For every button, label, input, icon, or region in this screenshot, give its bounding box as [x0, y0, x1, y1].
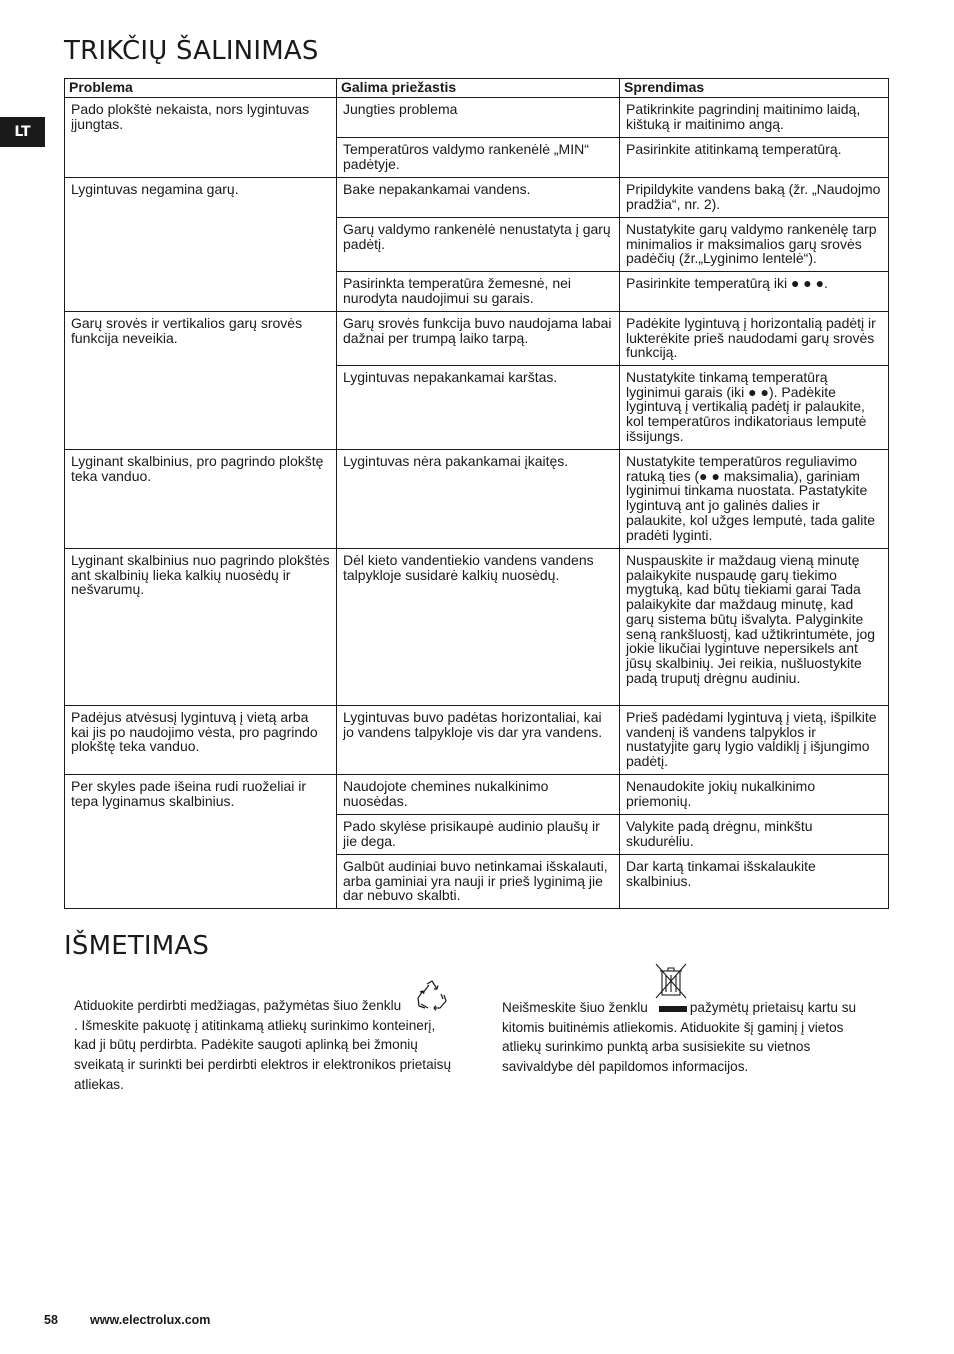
footer-url: www.electrolux.com — [90, 1313, 211, 1327]
table-row — [65, 450, 889, 549]
section-title-disposal: IŠMETIMAS — [64, 931, 210, 961]
weee-paragraph — [502, 998, 872, 1077]
header-cause: Galima priežastis — [337, 79, 620, 98]
table-row — [65, 549, 889, 706]
cause-cell: Garų srovės funkcija buvo naudojama labai dažnai per trumpą laiko tarpą. — [337, 312, 620, 366]
language-tab: LT — [0, 117, 45, 147]
crossed-out-bin-icon — [654, 962, 690, 1000]
weee-text-rest: pažymėtų prietaisų kartu su kitomis buitinėmis atliekomis. Atiduokite šį gaminį į vietos atliekų surinkimo punktą arba susisiekite su vietnos savivaldybe dėl papildomos informacijos. — [502, 1000, 857, 1075]
recycling-text: Atiduokite perdirbti medžiagas, pažymėtas šiuo ženklu — [74, 998, 402, 1013]
table-row — [65, 706, 889, 775]
problem-cell: Lygintuvas negamina garų. — [65, 178, 337, 312]
cause-cell: Dėl kieto vandentiekio vandens vandens talpykloje susidarė kalkių nuosėdų. — [337, 549, 620, 706]
problem-cell: Per skyles pade išeina rudi ruoželiai ir tepa lyginamus skalbinius. — [65, 775, 337, 909]
cause-cell: Lygintuvas nėra pakankamai įkaitęs. — [337, 450, 620, 549]
solution-cell: Nenaudokite jokių nukalkinimo priemonių. — [620, 775, 889, 815]
table-row — [65, 178, 889, 218]
solution-cell: Nustatykite tinkamą temperatūrą lyginimui garais (iki ● ●). Padėkite lygintuvą į vertikalią padėtį ir palaukite, kol temperatūros indikatoriaus lemputė išsijungs. — [620, 366, 889, 450]
problem-cell: Pado plokštė nekaista, nors lygintuvas įjungtas. — [65, 98, 337, 178]
solution-cell: Pasirinkite atitinkamą temperatūrą. — [620, 138, 889, 178]
solution-cell: Nustatykite temperatūros reguliavimo ratuką ties (● ● maksimalia), gariniam lyginimui tinkama nuostata. Pastatykite lygintuvą ant jo galinės dalies ir palaukite, kol užges lemputė, tada galite pradėti lyginti. — [620, 450, 889, 549]
solution-cell: Patikrinkite pagrindinį maitinimo laidą, kištuką ir maitinimo angą. — [620, 98, 889, 138]
cause-cell: Pado skylėse prisikaupė audinio plaušų ir jie dega. — [337, 815, 620, 855]
recycling-text-continued: . Išmeskite pakuotę į atitinkamą atliekų surinkimo konteinerį, kad ji būtų perdirbta. Padėkite saugoti aplinką bei žmonių sveikatą ir surinkti bei perdirbti elektros ir elektronikos prietaisų atliekas. — [74, 1017, 452, 1092]
cause-cell: Jungties problema — [337, 98, 620, 138]
recycling-paragraph — [74, 996, 458, 1095]
header-problem: Problema — [65, 79, 337, 98]
cause-cell: Galbūt audiniai buvo netinkamai išskalauti, arba gaminiai yra nauji ir prieš lyginimą jie dar nebuvo skalbti. — [337, 855, 620, 909]
header-solution: Sprendimas — [620, 79, 889, 98]
problem-cell: Lyginant skalbinius nuo pagrindo plokštės ant skalbinių lieka kalkių nuosėdų ir nešvarumų. — [65, 549, 337, 706]
solution-cell: Valykite padą drėgnu, minkštu skudurėliu. — [620, 815, 889, 855]
troubleshooting-table — [64, 78, 889, 909]
problem-cell: Padėjus atvėsusį lygintuvą į vietą arba kai jis po naudojimo vėsta, pro pagrindo plokštę teka vanduo. — [65, 706, 337, 775]
solution-cell: Padėkite lygintuvą į horizontalią padėtį ir lukterėkite prieš naudodami garų srovės funkciją. — [620, 312, 889, 366]
cause-cell: Bake nepakankamai vandens. — [337, 178, 620, 218]
solution-cell: Pripildykite vandens baką (žr. „Naudojmo pradžia“, nr. 2). — [620, 178, 889, 218]
table-row — [65, 312, 889, 366]
table-header-row — [65, 79, 889, 98]
cause-cell: Naudojote chemines nukalkinimo nuosėdas. — [337, 775, 620, 815]
cause-cell: Lygintuvas buvo padėtas horizontaliai, kai jo vandens talpykloje vis dar yra vandens. — [337, 706, 620, 775]
solution-cell: Nuspauskite ir maždaug vieną minutę palaikykite nuspaudę garų tiekimo mygtuką, kad būtų tiekiami garai Tada palaikykite dar maždaug minutę, kad garų sistema būtų išvalyta. Palyginkite seną rankšluostį, kad užtikrintumėte, jog jokie likučiai lygintuve nepersikels ant jūsų skalbinių. Jei reikia, nušluostykite padą truputį drėgnu audiniu. — [620, 549, 889, 706]
solution-cell: Dar kartą tinkamai išskalaukite skalbinius. — [620, 855, 889, 909]
cause-cell: Lygintuvas nepakankamai karštas. — [337, 366, 620, 450]
solution-cell: Prieš padėdami lygintuvą į vietą, išpilkite vandenį iš vandens talpyklos ir nustatyjite garų lygio valdiklį į išjungimo padėtį. — [620, 706, 889, 775]
solution-cell: Pasirinkite temperatūrą iki ● ● ●. — [620, 272, 889, 312]
problem-cell: Lyginant skalbinius, pro pagrindo plokštę teka vanduo. — [65, 450, 337, 549]
page-number: 58 — [44, 1313, 58, 1327]
table-row — [65, 775, 889, 815]
cause-cell: Garų valdymo rankenėlė nenustatyta į garų padėtį. — [337, 218, 620, 272]
solution-cell: Nustatykite garų valdymo rankenėlę tarp minimalios ir maksimalios garų srovės padėčių (žr.„Lyginimo lentelė“). — [620, 218, 889, 272]
problem-cell: Garų srovės ir vertikalios garų srovės funkcija neveikia. — [65, 312, 337, 450]
section-title-troubleshooting: TRIKČIŲ ŠALINIMAS — [64, 36, 319, 66]
cause-cell: Temperatūros valdymo rankenėlė „MIN“ padėtyje. — [337, 138, 620, 178]
table-row — [65, 98, 889, 138]
weee-text-start: Neišmeskite šiuo ženklu — [502, 1000, 648, 1015]
cause-cell: Pasirinkta temperatūra žemesnė, nei nurodyta naudojimui su garais. — [337, 272, 620, 312]
